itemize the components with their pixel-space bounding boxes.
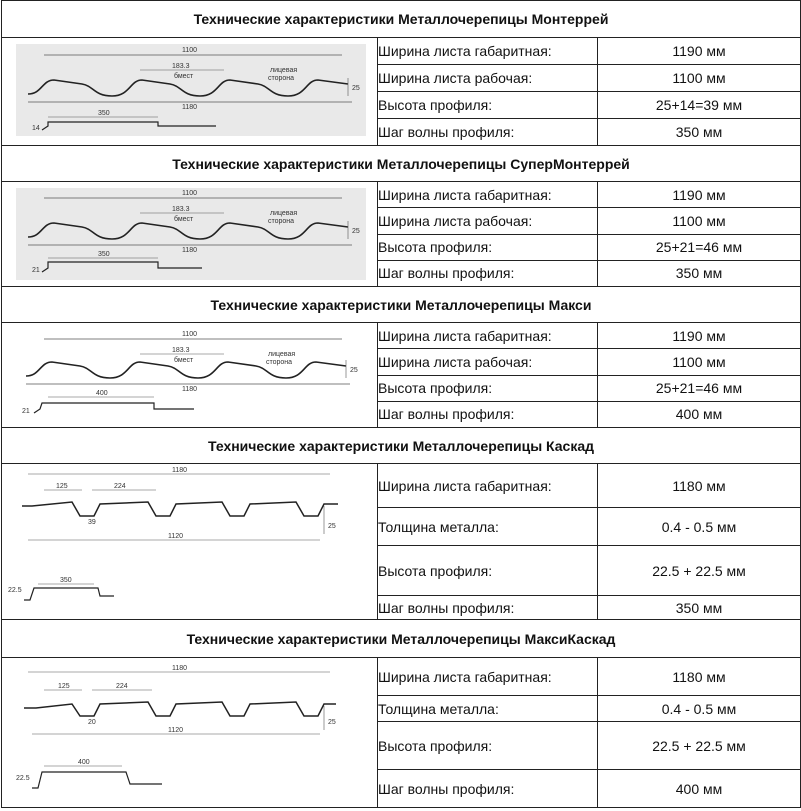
spec-value: 22.5 + 22.5 мм [598,546,801,596]
dimension-label: 224 [114,483,126,490]
profile-drawing-cell [2,182,378,287]
dimension-label: 1180 [172,467,188,474]
spec-label: Ширина листа габаритная: [378,38,598,65]
spec-value: 1100 мм [598,65,801,92]
spec-value: 25+21=46 мм [598,375,801,401]
spec-label: Шаг волны профиля: [378,260,598,286]
dimension-label: 22.5 [16,775,30,782]
spec-value: 350 мм [598,596,801,620]
dimension-label: 183.3 [172,206,190,213]
dimension-label: 1100 [182,331,198,338]
spec-label: Ширина листа габаритная: [378,464,598,508]
spec-value: 1100 мм [598,208,801,234]
dimension-label: 25 [352,228,360,235]
dimension-note: бмест [174,357,194,364]
dimension-label: 1120 [168,533,184,540]
spec-label: Шаг волны профиля: [378,401,598,427]
dimension-label: 350 [98,251,110,258]
sheet-profile [24,702,336,716]
section-title-row [2,1,801,38]
wave-step-profile [24,588,114,600]
profile-drawing-cell [2,464,378,620]
profile-drawing [2,38,378,144]
dimension-label: 25 [352,85,360,92]
spec-value: 400 мм [598,770,801,808]
face-label: сторона [268,75,295,82]
profile-drawing [2,323,378,427]
profile-drawing [2,182,378,286]
face-label: сторона [268,218,295,225]
dimension-label: 183.3 [172,347,190,354]
profile-drawing-cell [2,38,378,146]
dimension-label: 1100 [182,190,198,197]
dimension-label: 1180 [182,104,198,111]
wave-step-profile [34,403,194,413]
spec-value: 1190 мм [598,38,801,65]
spec-label: Высота профиля: [378,722,598,770]
spec-label: Высота профиля: [378,234,598,260]
spec-value: 400 мм [598,401,801,427]
spec-value: 1180 мм [598,658,801,696]
spec-value: 22.5 + 22.5 мм [598,722,801,770]
profile-drawing-cell [2,658,378,808]
dimension-label: 125 [56,483,68,490]
dimension-label: 183.3 [172,63,190,70]
dimension-label: 25 [350,367,358,374]
sheet-profile [22,502,338,516]
spec-label: Ширина листа рабочая: [378,208,598,234]
spec-value: 0.4 - 0.5 мм [598,696,801,722]
face-label: лицевая [270,67,298,74]
spec-value: 1190 мм [598,323,801,349]
spec-label: Ширина листа рабочая: [378,65,598,92]
drawing-background [16,188,366,280]
wave-step-profile [32,772,162,788]
spec-value: 25+14=39 мм [598,92,801,119]
dimension-label: 125 [58,683,70,690]
profile-drawing-cell [2,323,378,428]
dimension-label: 350 [60,577,72,584]
profile-drawing [2,658,378,806]
spec-label: Толщина металла: [378,508,598,546]
spec-label: Шаг волны профиля: [378,119,598,146]
dimension-label: 1180 [172,665,188,672]
sheet-profile [26,362,346,378]
section-title: Технические характеристики Металлочерепицы МаксиКаскад [2,620,801,658]
dimension-label: 25 [328,719,336,726]
dimension-label: 1180 [182,386,198,393]
spec-label: Толщина металла: [378,696,598,722]
spec-value: 0.4 - 0.5 мм [598,508,801,546]
spec-label: Высота профиля: [378,92,598,119]
spec-label: Ширина листа габаритная: [378,658,598,696]
dimension-label: 14 [32,125,40,132]
spec-label: Высота профиля: [378,546,598,596]
spec-label: Шаг волны профиля: [378,596,598,620]
face-label: сторона [266,359,293,366]
profile-drawing [2,464,378,618]
section-title: Технические характеристики Металлочерепицы СуперМонтеррей [2,146,801,182]
dimension-label: 1100 [182,47,198,54]
dimension-label: 22.5 [8,587,22,594]
specs-table [1,0,801,808]
spec-value: 1100 мм [598,349,801,375]
dimension-label: 21 [22,408,30,415]
dimension-note: бмест [174,73,194,80]
dimension-label: 21 [32,267,40,274]
dimension-label: 400 [78,759,90,766]
spec-label: Ширина листа рабочая: [378,349,598,375]
face-label: лицевая [268,351,296,358]
spec-label: Шаг волны профиля: [378,770,598,808]
dimension-label: 400 [96,390,108,397]
spec-label: Высота профиля: [378,375,598,401]
dimension-label: 1120 [168,727,184,734]
dimension-label: 20 [88,719,96,726]
spec-value: 1190 мм [598,182,801,208]
section-title: Технические характеристики Металлочерепицы Макси [2,287,801,323]
dimension-label: 350 [98,110,110,117]
spec-value: 350 мм [598,119,801,146]
section-title: Технические характеристики Металлочерепицы Монтеррей [2,1,801,38]
section-title: Технические характеристики Металлочерепицы Каскад [2,428,801,464]
face-label: лицевая [270,210,298,217]
dimension-note: бмест [174,216,194,223]
dimension-label: 1180 [182,247,198,254]
spec-value: 1180 мм [598,464,801,508]
spec-label: Ширина листа габаритная: [378,323,598,349]
dimension-label: 25 [328,523,336,530]
dimension-label: 39 [88,519,96,526]
dimension-label: 224 [116,683,128,690]
spec-value: 25+21=46 мм [598,234,801,260]
spec-label: Ширина листа габаритная: [378,182,598,208]
spec-value: 350 мм [598,260,801,286]
